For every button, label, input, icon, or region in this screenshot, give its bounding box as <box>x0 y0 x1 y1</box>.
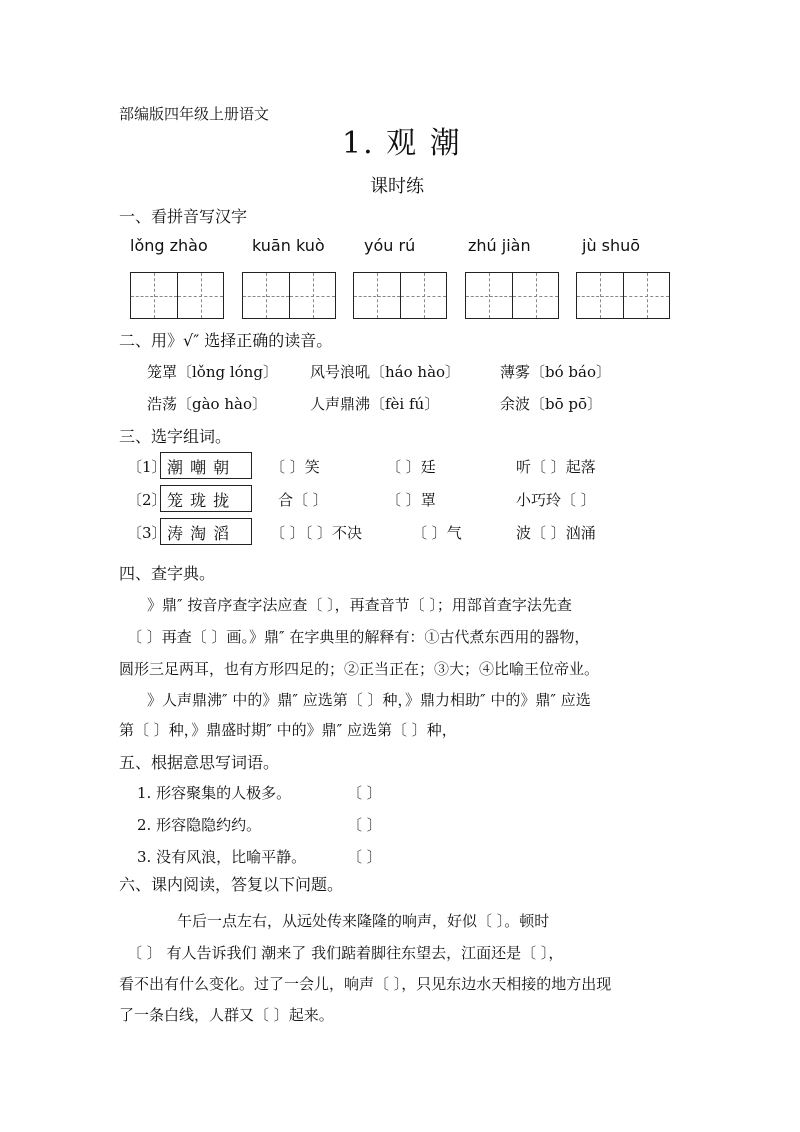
meaning-item-3: 3. 没有风浪，比喻平静。 <box>137 848 307 866</box>
reading-choice-3[interactable]: 薄雾〔bó báo〕 <box>500 363 611 381</box>
reading-line-2: 〔 〕 有人告诉我们 潮来了 我们踮着脚往东望去，江面还是〔 〕， <box>127 944 564 962</box>
section-1-heading: 一、看拼音写汉字 <box>119 207 248 226</box>
page-subtitle: 课时练 <box>370 176 424 197</box>
writing-grid-1[interactable] <box>130 272 224 319</box>
book-label: 部编版四年级上册语文 <box>119 105 270 123</box>
dictionary-line-3: 圆形三足两耳，也有方形四足的；②正当正在；③大；④比喻王位帝业。 <box>119 660 600 678</box>
section-4-heading: 四、查字典。 <box>119 564 216 583</box>
writing-grid-4[interactable] <box>465 272 559 319</box>
meaning-blank-3[interactable]: 〔 〕 <box>347 848 382 866</box>
row-3-char-box: 涛 淘 滔 <box>160 518 252 545</box>
row-2-blank-b[interactable]: 〔 〕罩 <box>386 491 436 509</box>
pinyin-2: kuān kuò <box>252 236 325 255</box>
reading-choice-6[interactable]: 余波〔bō pō〕 <box>500 395 603 413</box>
reading-line-4: 了一条白线，人群又〔 〕起来。 <box>119 1006 334 1024</box>
row-1-blank-c[interactable]: 听〔 〕起落 <box>516 458 596 476</box>
pinyin-3: yóu rú <box>364 236 416 255</box>
dictionary-line-4: 》人声鼎沸″ 中的》鼎″ 应选第〔 〕种，》鼎力相助″ 中的》鼎″ 应选 <box>147 691 591 709</box>
writing-grid-5[interactable] <box>576 272 670 319</box>
reading-choice-1[interactable]: 笼罩〔lǒng lóng〕 <box>147 363 278 381</box>
pinyin-5: jù shuō <box>582 236 641 255</box>
dictionary-line-1: 》鼎″ 按音序查字法应查〔 〕，再查音节〔 〕；用部首查字法先查 <box>147 596 572 614</box>
section-3-heading: 三、选字组词。 <box>119 427 232 446</box>
reading-line-1: 午后一点左右，从远处传来隆隆的响声，好似〔 〕。顿时 <box>177 912 550 930</box>
row-2-char-box: 笼 珑 拢 <box>160 485 252 512</box>
section-5-heading: 五、根据意思写词语。 <box>119 753 280 772</box>
row-2-blank-a[interactable]: 合〔 〕 <box>278 491 328 509</box>
section-6-heading: 六、课内阅读，答复以下问题。 <box>119 875 344 894</box>
reading-choice-4[interactable]: 浩荡〔gào hào〕 <box>147 395 267 413</box>
writing-grid-3[interactable] <box>353 272 447 319</box>
row-1-blank-b[interactable]: 〔 〕廷 <box>386 458 436 476</box>
pinyin-4: zhú jiàn <box>468 236 531 255</box>
pinyin-1: lǒng zhào <box>130 236 208 255</box>
reading-line-3: 看不出有什么变化。过了一会儿，响声〔 〕，只见东边水天相接的地方出现 <box>119 975 612 993</box>
meaning-blank-2[interactable]: 〔 〕 <box>347 816 382 834</box>
writing-grid-2[interactable] <box>242 272 336 319</box>
dictionary-line-2: 〔 〕再查〔 〕画。》鼎″ 在字典里的解释有：①古代煮东西用的器物， <box>127 628 590 646</box>
reading-choice-2[interactable]: 风号浪吼〔háo hào〕 <box>310 363 461 381</box>
section-2-heading: 二、用》√″ 选择正确的读音。 <box>119 331 333 350</box>
row-2-number: 〔2〕 <box>127 491 167 509</box>
row-1-blank-a[interactable]: 〔 〕笑 <box>270 458 320 476</box>
row-3-blank-b[interactable]: 〔 〕气 <box>412 524 462 542</box>
row-3-number: 〔3〕 <box>127 524 167 542</box>
reading-choice-5[interactable]: 人声鼎沸〔fèi fú〕 <box>310 395 440 413</box>
meaning-item-2: 2. 形容隐隐约约。 <box>137 816 262 834</box>
row-1-number: 〔1〕 <box>127 458 167 476</box>
meaning-item-1: 1. 形容聚集的人极多。 <box>137 784 292 802</box>
row-3-blank-c[interactable]: 波〔 〕汹涌 <box>516 524 596 542</box>
row-2-blank-c[interactable]: 小巧玲〔 〕 <box>516 491 596 509</box>
page-title: 1. 观 潮 <box>342 126 462 161</box>
meaning-blank-1[interactable]: 〔 〕 <box>347 784 382 802</box>
dictionary-line-5: 第〔 〕种，》鼎盛时期″ 中的》鼎″ 应选第〔 〕种， <box>119 721 457 739</box>
row-3-blank-a[interactable]: 〔 〕〔 〕不决 <box>270 524 363 542</box>
row-1-char-box: 潮 嘲 朝 <box>160 452 252 479</box>
